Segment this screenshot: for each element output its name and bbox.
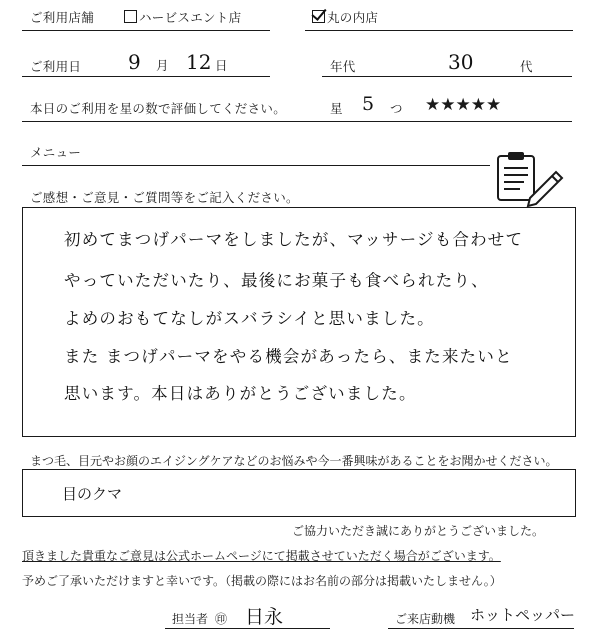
age-unit: 代 xyxy=(520,59,533,74)
store-underline-right xyxy=(305,30,573,31)
day-value[interactable]: 12 xyxy=(186,50,212,74)
menu-label: メニュー xyxy=(30,145,82,160)
comment-line-5: 思います。本日はありがとうございました。 xyxy=(64,384,417,403)
visit-reason-value[interactable]: ホットペッパー xyxy=(470,606,576,624)
comment-line-3: よめのおもてなしがスバラシイと思いました。 xyxy=(64,309,435,328)
comments-prompt: ご感想・ご意見・ご質問等をご記入ください。 xyxy=(30,190,299,205)
staff-seal-mark: ㊞ xyxy=(215,612,228,626)
rating-prompt: 本日のご利用を星の数で評価してください。 xyxy=(30,101,287,116)
concerns-answer: 目のクマ xyxy=(62,485,123,503)
comment-line-2: やっていただいたり、最後にお菓子も食べられたり、 xyxy=(64,271,489,290)
store-underline-left xyxy=(22,30,270,31)
star-label: 星 xyxy=(330,101,343,116)
staff-label: 担当者 xyxy=(172,612,209,626)
menu-underline xyxy=(22,165,490,166)
checked-checkbox-icon[interactable] xyxy=(312,10,325,23)
clipboard-pencil-icon xyxy=(490,150,570,210)
publication-notice-2: 予めご了承いただけますと幸いです。（掲載の際にはお名前の部分は掲載いたしません。） xyxy=(22,574,502,588)
store-option-harbis-label: ハービスエント店 xyxy=(139,10,242,25)
store-option-marunouchi[interactable] xyxy=(312,8,378,26)
visit-reason-underline xyxy=(388,628,574,629)
age-value[interactable]: 30 xyxy=(448,50,474,74)
rating-underline xyxy=(22,121,572,122)
visit-reason-label: ご来店動機 xyxy=(395,612,456,626)
store-label: ご利用店舗 xyxy=(30,10,95,25)
store-option-harbis[interactable] xyxy=(124,8,241,26)
store-option-marunouchi-label: 丸の内店 xyxy=(327,10,379,25)
thanks-text: ご協力いただき誠にありがとうございました。 xyxy=(292,524,545,538)
rating-unit: つ xyxy=(390,101,403,116)
rating-value[interactable]: 5 xyxy=(362,93,375,115)
month-unit: 月 xyxy=(156,58,169,73)
staff-name[interactable]: 日永 xyxy=(245,606,284,628)
staff-underline xyxy=(165,628,330,629)
age-label: 年代 xyxy=(330,59,356,74)
comment-line-1: 初めてまつげパーマをしましたが、マッサージも合わせて xyxy=(64,230,524,249)
date-underline xyxy=(22,76,270,77)
comment-line-4: また まつげパーマをやる機会があったら、また来たいと xyxy=(64,347,513,366)
age-underline xyxy=(322,76,572,77)
rating-stars: ★★★★★ xyxy=(425,95,502,115)
date-label: ご利用日 xyxy=(30,59,82,74)
month-value[interactable]: 9 xyxy=(128,50,141,74)
concerns-prompt: まつ毛、目元やお顔のエイジングケアなどのお悩みや今一番興味があることをお聞かせください。 xyxy=(30,454,558,468)
day-unit: 日 xyxy=(215,58,228,73)
publication-notice-1: 頂きました貴重なご意見は公式ホームページにて掲載させていただく場合がございます。 xyxy=(22,549,501,563)
checkbox-icon[interactable] xyxy=(124,10,137,23)
